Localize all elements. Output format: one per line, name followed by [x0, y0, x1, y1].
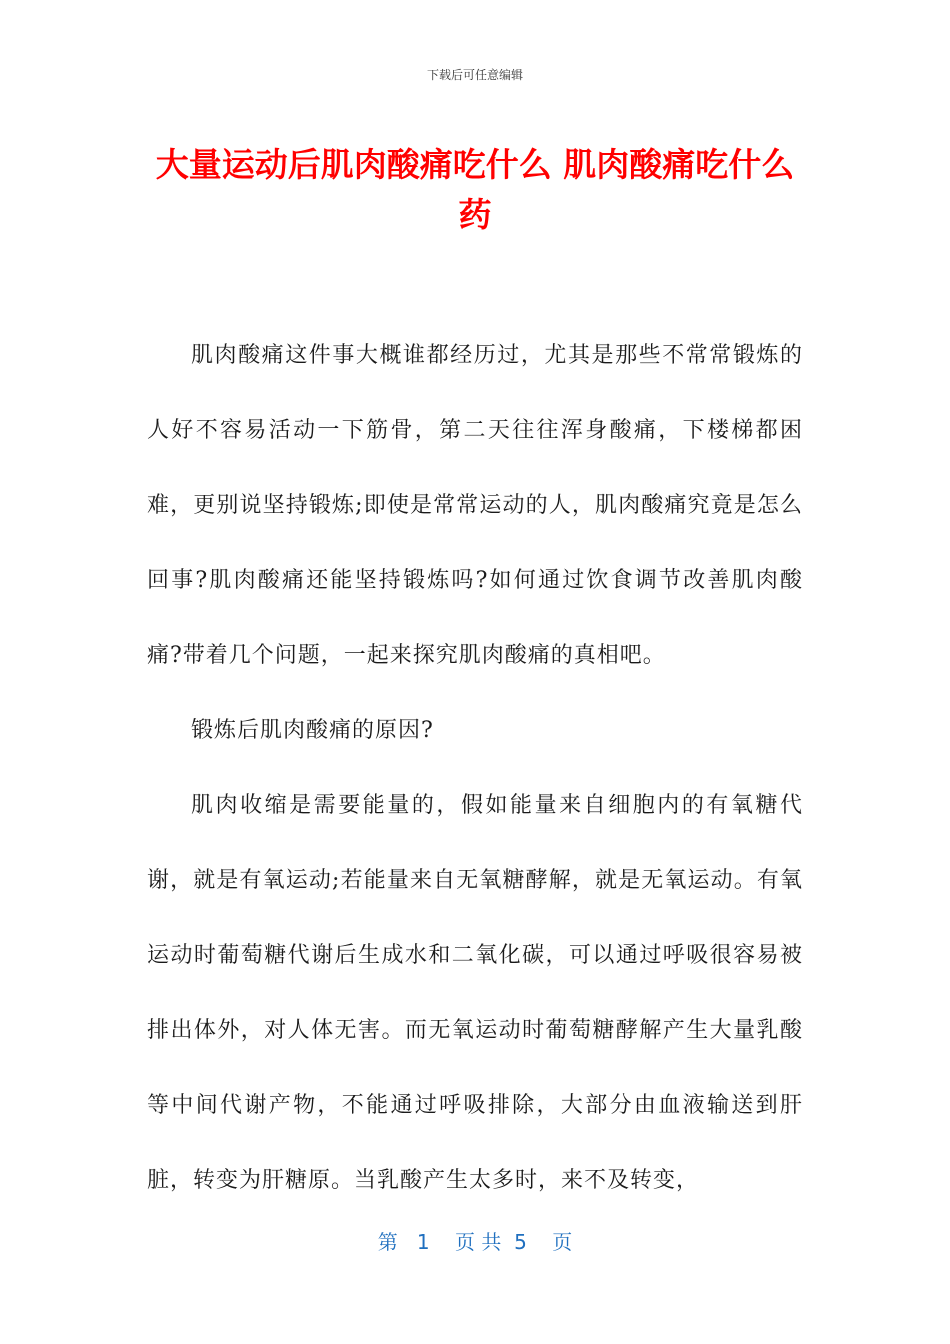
page-footer: 第 1 页 共 5 页 [377, 1230, 573, 1254]
document-body [147, 318, 803, 1218]
header-note: 下载后可任意编辑 [426, 68, 523, 82]
paragraph: 锻炼后肌肉酸痛的原因? [191, 718, 434, 743]
paragraph: 肌肉收缩是需要能量的，假如能量来自细胞内的有氧糖代谢，就是有氧运动;若能量来自无氧糖酵解，就是无氧运动。有氧运动时葡萄糖代谢后生成水和二氧化碳，可以通过呼吸很容易被排出体外，对人体无害。而无氧运动时葡萄糖酵解产生大量乳酸等中间代谢产物，不能通过呼吸排除，大部分由血液输送到肝脏，转变为肝糖原。当乳酸产生太多时，来不及转变， [147, 793, 803, 1193]
document-title: 大量运动后肌肉酸痛吃什么 肌肉酸痛吃什么药 [155, 145, 795, 234]
paragraph: 肌肉酸痛这件事大概谁都经历过，尤其是那些不常常锻炼的人好不容易活动一下筋骨，第二天往往浑身酸痛，下楼梯都困难，更别说坚持锻炼;即使是常常运动的人，肌肉酸痛究竟是怎么回事?肌肉酸痛还能坚持锻炼吗?如何通过饮食调节改善肌肉酸痛?带着几个问题，一起来探究肌肉酸痛的真相吧。 [147, 343, 803, 668]
